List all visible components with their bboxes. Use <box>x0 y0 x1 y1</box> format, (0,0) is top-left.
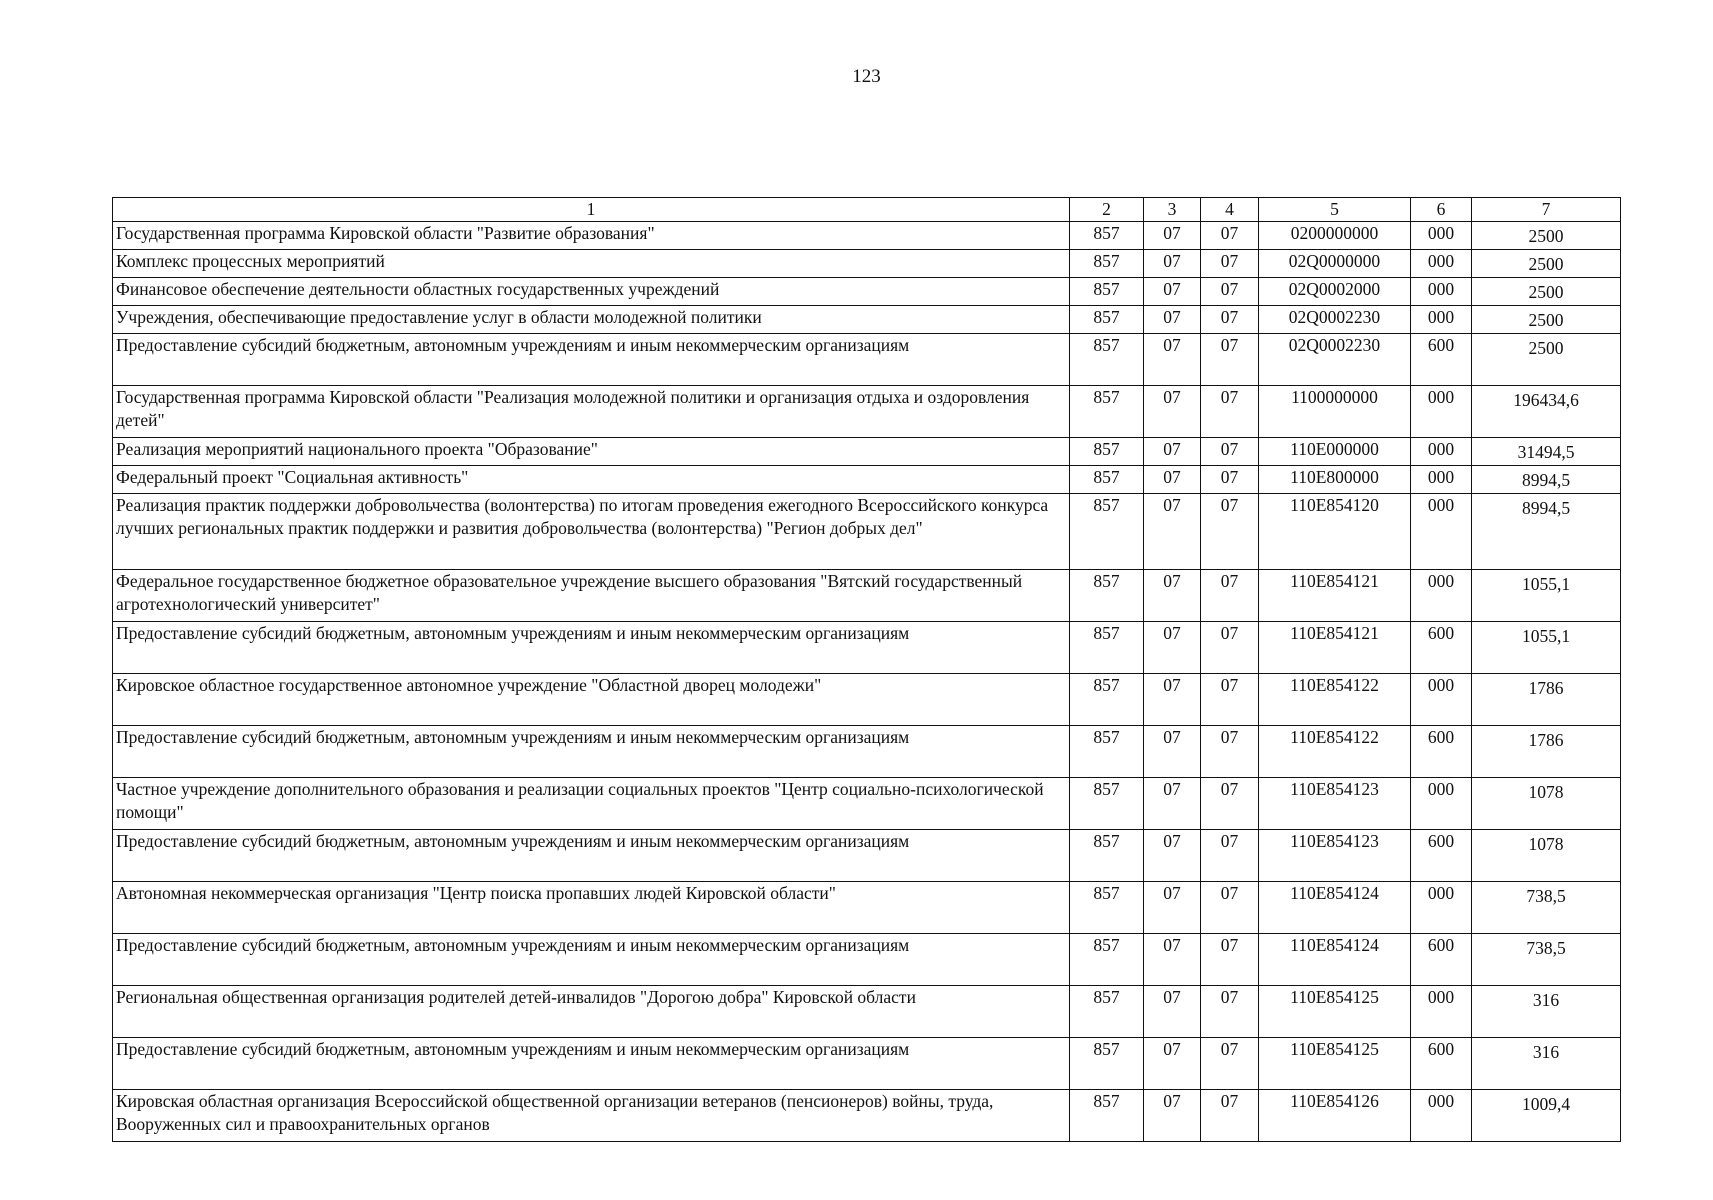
table-row <box>113 622 1621 674</box>
table-row <box>113 1090 1621 1142</box>
row-col-6: 000 <box>1411 674 1472 726</box>
row-col-3: 07 <box>1144 622 1201 674</box>
row-col-4: 07 <box>1201 882 1259 934</box>
row-col-3: 07 <box>1144 570 1201 622</box>
table-row <box>113 726 1621 778</box>
row-col-4: 07 <box>1201 278 1259 306</box>
table-row <box>113 986 1621 1038</box>
row-col-2: 857 <box>1070 250 1144 278</box>
row-col-3: 07 <box>1144 882 1201 934</box>
row-col-4: 07 <box>1201 778 1259 830</box>
header-col-4: 4 <box>1201 198 1259 222</box>
row-col-6: 000 <box>1411 386 1472 438</box>
row-col-4: 07 <box>1201 570 1259 622</box>
table-row <box>113 278 1621 306</box>
row-name: Кировская областная организация Всероссийской общественной организации ветеранов (пенсионеров) войны, труда, Вооруженных сил и правоохранительных органов <box>113 1090 1070 1142</box>
row-col-7: 316 <box>1472 1038 1621 1090</box>
row-name: Предоставление субсидий бюджетным, автономным учреждениям и иным некоммерческим организациям <box>113 726 1070 778</box>
row-col-3: 07 <box>1144 494 1201 570</box>
row-col-7: 2500 <box>1472 250 1621 278</box>
table-row <box>113 386 1621 438</box>
row-col-3: 07 <box>1144 674 1201 726</box>
row-col-3: 07 <box>1144 306 1201 334</box>
row-col-6: 600 <box>1411 830 1472 882</box>
table-row <box>113 570 1621 622</box>
row-col-5: 1100000000 <box>1259 386 1411 438</box>
header-col-3: 3 <box>1144 198 1201 222</box>
row-col-6: 000 <box>1411 570 1472 622</box>
row-col-5: 110E854124 <box>1259 934 1411 986</box>
row-col-4: 07 <box>1201 674 1259 726</box>
table-row <box>113 934 1621 986</box>
row-col-6: 000 <box>1411 306 1472 334</box>
row-col-2: 857 <box>1070 466 1144 494</box>
row-col-4: 07 <box>1201 726 1259 778</box>
row-col-3: 07 <box>1144 986 1201 1038</box>
header-col-5: 5 <box>1259 198 1411 222</box>
row-col-2: 857 <box>1070 278 1144 306</box>
row-col-4: 07 <box>1201 1090 1259 1142</box>
row-col-3: 07 <box>1144 222 1201 250</box>
row-col-4: 07 <box>1201 250 1259 278</box>
table-row <box>113 494 1621 570</box>
row-col-6: 000 <box>1411 438 1472 466</box>
row-col-4: 07 <box>1201 1038 1259 1090</box>
row-col-3: 07 <box>1144 726 1201 778</box>
row-col-7: 2500 <box>1472 278 1621 306</box>
budget-table <box>112 197 1621 1142</box>
table-row <box>113 466 1621 494</box>
row-col-7: 738,5 <box>1472 934 1621 986</box>
row-col-6: 600 <box>1411 622 1472 674</box>
row-col-2: 857 <box>1070 494 1144 570</box>
row-name: Государственная программа Кировской области "Развитие образования" <box>113 222 1070 250</box>
row-name: Комплекс процессных мероприятий <box>113 250 1070 278</box>
row-col-2: 857 <box>1070 778 1144 830</box>
row-col-5: 110E854120 <box>1259 494 1411 570</box>
row-col-2: 857 <box>1070 334 1144 386</box>
table-row <box>113 830 1621 882</box>
table-row <box>113 222 1621 250</box>
row-col-4: 07 <box>1201 334 1259 386</box>
row-col-2: 857 <box>1070 1038 1144 1090</box>
row-col-2: 857 <box>1070 986 1144 1038</box>
row-col-2: 857 <box>1070 882 1144 934</box>
row-col-6: 000 <box>1411 250 1472 278</box>
row-col-5: 110E854122 <box>1259 726 1411 778</box>
row-col-7: 1055,1 <box>1472 622 1621 674</box>
row-col-4: 07 <box>1201 830 1259 882</box>
row-col-4: 07 <box>1201 222 1259 250</box>
row-col-6: 000 <box>1411 778 1472 830</box>
row-col-4: 07 <box>1201 306 1259 334</box>
header-col-1: 1 <box>113 198 1070 222</box>
header-col-2: 2 <box>1070 198 1144 222</box>
row-col-4: 07 <box>1201 622 1259 674</box>
row-col-6: 000 <box>1411 986 1472 1038</box>
row-col-7: 1009,4 <box>1472 1090 1621 1142</box>
table-row <box>113 1038 1621 1090</box>
row-col-7: 8994,5 <box>1472 494 1621 570</box>
row-col-3: 07 <box>1144 278 1201 306</box>
row-col-7: 196434,6 <box>1472 386 1621 438</box>
row-col-7: 1786 <box>1472 726 1621 778</box>
table-row <box>113 250 1621 278</box>
row-col-6: 600 <box>1411 1038 1472 1090</box>
row-col-2: 857 <box>1070 222 1144 250</box>
row-col-3: 07 <box>1144 830 1201 882</box>
row-col-5: 110E000000 <box>1259 438 1411 466</box>
row-col-2: 857 <box>1070 1090 1144 1142</box>
row-col-5: 110E854123 <box>1259 778 1411 830</box>
row-col-5: 110E854125 <box>1259 986 1411 1038</box>
row-col-3: 07 <box>1144 250 1201 278</box>
row-col-5: 110E854124 <box>1259 882 1411 934</box>
row-col-4: 07 <box>1201 386 1259 438</box>
row-col-6: 600 <box>1411 934 1472 986</box>
row-col-7: 738,5 <box>1472 882 1621 934</box>
row-col-7: 8994,5 <box>1472 466 1621 494</box>
table-row <box>113 778 1621 830</box>
row-col-5: 0200000000 <box>1259 222 1411 250</box>
row-col-3: 07 <box>1144 778 1201 830</box>
row-col-3: 07 <box>1144 466 1201 494</box>
row-col-5: 110E854121 <box>1259 570 1411 622</box>
row-col-6: 000 <box>1411 494 1472 570</box>
row-col-2: 857 <box>1070 830 1144 882</box>
row-col-2: 857 <box>1070 726 1144 778</box>
row-name: Федеральный проект "Социальная активность" <box>113 466 1070 494</box>
row-col-2: 857 <box>1070 438 1144 466</box>
row-col-7: 1078 <box>1472 830 1621 882</box>
row-name: Региональная общественная организация родителей детей-инвалидов "Дорогою добра" Кировской области <box>113 986 1070 1038</box>
row-col-3: 07 <box>1144 438 1201 466</box>
row-name: Предоставление субсидий бюджетным, автономным учреждениям и иным некоммерческим организациям <box>113 934 1070 986</box>
row-name: Предоставление субсидий бюджетным, автономным учреждениям и иным некоммерческим организациям <box>113 830 1070 882</box>
row-col-5: 02Q0000000 <box>1259 250 1411 278</box>
row-col-7: 2500 <box>1472 334 1621 386</box>
row-col-6: 000 <box>1411 278 1472 306</box>
row-col-7: 1786 <box>1472 674 1621 726</box>
table-row <box>113 306 1621 334</box>
row-col-6: 600 <box>1411 334 1472 386</box>
row-col-6: 000 <box>1411 222 1472 250</box>
row-name: Реализация мероприятий национального проекта "Образование" <box>113 438 1070 466</box>
table-row <box>113 882 1621 934</box>
row-col-5: 110E854121 <box>1259 622 1411 674</box>
table-row <box>113 438 1621 466</box>
row-name: Реализация практик поддержки добровольчества (волонтерства) по итогам проведения ежегодного Всероссийского конкурса лучших региональных практик поддержки и развития добровольчества (волонтерства) "Регион добрых дел" <box>113 494 1070 570</box>
row-col-4: 07 <box>1201 986 1259 1038</box>
row-col-3: 07 <box>1144 334 1201 386</box>
row-col-2: 857 <box>1070 386 1144 438</box>
header-col-7: 7 <box>1472 198 1621 222</box>
row-col-3: 07 <box>1144 386 1201 438</box>
row-col-2: 857 <box>1070 306 1144 334</box>
row-col-4: 07 <box>1201 466 1259 494</box>
row-col-6: 000 <box>1411 466 1472 494</box>
row-name: Государственная программа Кировской области "Реализация молодежной политики и организация отдыха и оздоровления детей" <box>113 386 1070 438</box>
row-col-2: 857 <box>1070 934 1144 986</box>
table-row <box>113 674 1621 726</box>
row-col-7: 316 <box>1472 986 1621 1038</box>
row-col-5: 110E854126 <box>1259 1090 1411 1142</box>
row-name: Частное учреждение дополнительного образования и реализации социальных проектов "Центр социально-психологической помощи" <box>113 778 1070 830</box>
row-col-6: 000 <box>1411 882 1472 934</box>
row-col-3: 07 <box>1144 934 1201 986</box>
row-col-6: 600 <box>1411 726 1472 778</box>
row-name: Финансовое обеспечение деятельности областных государственных учреждений <box>113 278 1070 306</box>
row-name: Предоставление субсидий бюджетным, автономным учреждениям и иным некоммерческим организациям <box>113 622 1070 674</box>
row-col-5: 110E854122 <box>1259 674 1411 726</box>
row-col-5: 02Q0002230 <box>1259 334 1411 386</box>
row-col-5: 110E800000 <box>1259 466 1411 494</box>
row-col-7: 31494,5 <box>1472 438 1621 466</box>
row-col-4: 07 <box>1201 934 1259 986</box>
row-name: Предоставление субсидий бюджетным, автономным учреждениям и иным некоммерческим организациям <box>113 1038 1070 1090</box>
table-row <box>113 334 1621 386</box>
row-col-5: 110E854125 <box>1259 1038 1411 1090</box>
row-name: Учреждения, обеспечивающие предоставление услуг в области молодежной политики <box>113 306 1070 334</box>
row-col-5: 02Q0002000 <box>1259 278 1411 306</box>
row-col-2: 857 <box>1070 570 1144 622</box>
row-col-2: 857 <box>1070 622 1144 674</box>
row-col-4: 07 <box>1201 438 1259 466</box>
row-col-7: 1078 <box>1472 778 1621 830</box>
page-number: 123 <box>852 66 881 87</box>
row-name: Автономная некоммерческая организация "Центр поиска пропавших людей Кировской области" <box>113 882 1070 934</box>
header-row <box>113 198 1621 222</box>
row-col-7: 2500 <box>1472 306 1621 334</box>
row-col-7: 2500 <box>1472 222 1621 250</box>
row-name: Кировское областное государственное автономное учреждение "Областной дворец молодежи" <box>113 674 1070 726</box>
row-col-5: 110E854123 <box>1259 830 1411 882</box>
row-name: Предоставление субсидий бюджетным, автономным учреждениям и иным некоммерческим организациям <box>113 334 1070 386</box>
row-col-2: 857 <box>1070 674 1144 726</box>
row-col-6: 000 <box>1411 1090 1472 1142</box>
row-col-3: 07 <box>1144 1038 1201 1090</box>
row-col-7: 1055,1 <box>1472 570 1621 622</box>
row-name: Федеральное государственное бюджетное образовательное учреждение высшего образования "Вятский государственный агротехнологический университет" <box>113 570 1070 622</box>
header-col-6: 6 <box>1411 198 1472 222</box>
row-col-5: 02Q0002230 <box>1259 306 1411 334</box>
row-col-4: 07 <box>1201 494 1259 570</box>
row-col-3: 07 <box>1144 1090 1201 1142</box>
